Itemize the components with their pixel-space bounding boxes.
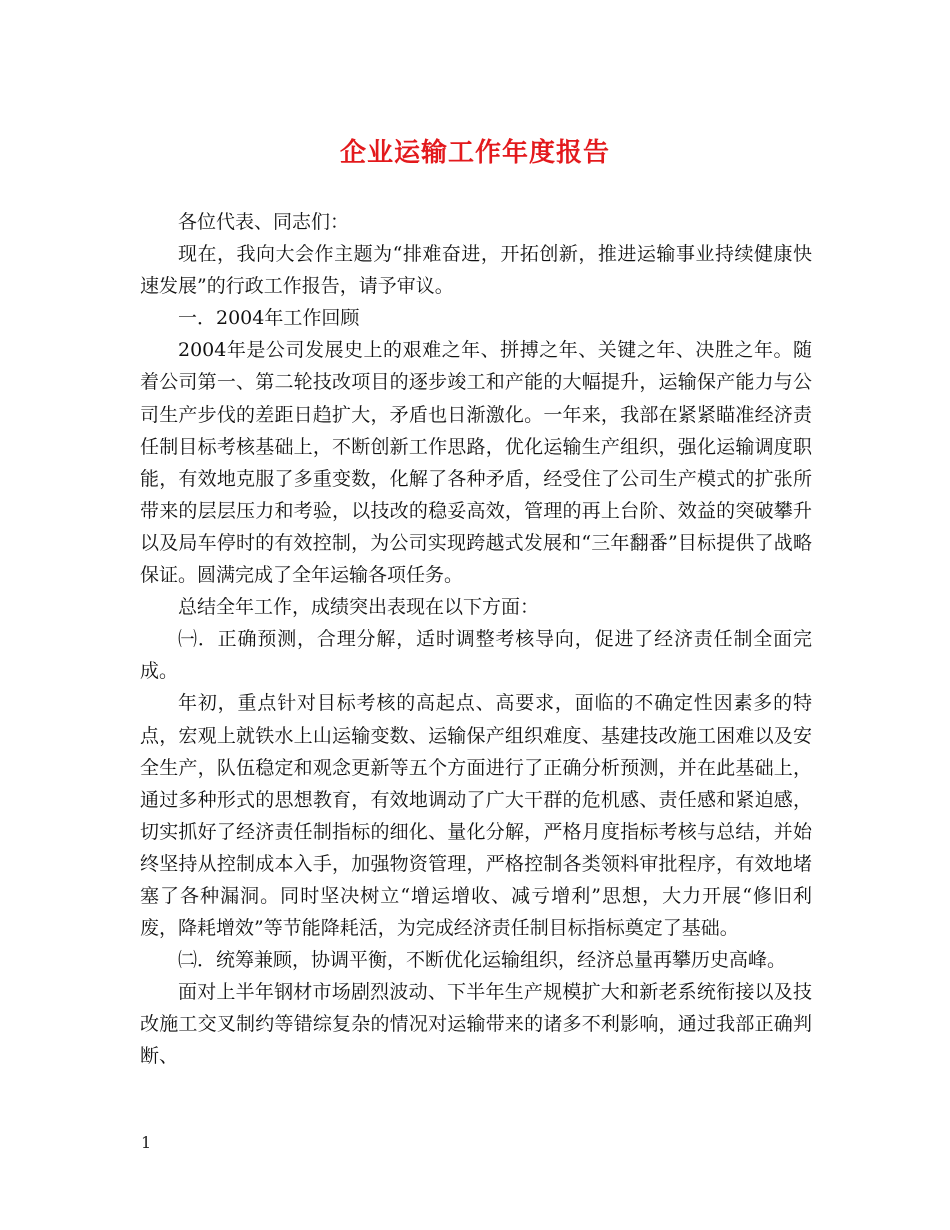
document-body — [140, 206, 812, 1073]
section-heading-review: 一．2004年工作回顾 — [178, 307, 360, 330]
subsection-2-paragraph: 面对上半年钢材市场剧烈波动、下半年生产规模扩大和新老系统衔接以及技改施工交叉制约等错综复杂的情况对运输带来的诸多不利影响，通过我部正确判断、 — [140, 981, 812, 1068]
subsection-1-paragraph: 年初，重点针对目标考核的高起点、高要求，面临的不确定性因素多的特点，宏观上就铁水上山运输变数、运输保产组织难度、基建技改施工困难以及安全生产，队伍稳定和观念更新等五个方面进行了正确分析预测，并在此基础上，通过多种形式的思想教育，有效地调动了广大干群的危机感、责任感和紧迫感，切实抓好了经济责任制指标的细化、量化分解，严格月度指标考核与总结，并始终坚持从控制成本入手，加强物资管理，严格控制各类领料审批程序，有效地堵塞了各种漏洞。同时坚决树立“增运增收、减亏增利”思想，大力开展“修旧利废，降耗增效”等节能降耗活，为完成经济责任制目标指标奠定了基础。 — [140, 692, 812, 940]
document-title: 企业运输工作年度报告 — [339, 138, 610, 168]
subsection-heading-2: ㈡．统筹兼顾，协调平衡，不断优化运输组织，经济总量再攀历史高峰。 — [178, 949, 787, 972]
intro-paragraph: 现在，我向大会作主题为“排难奋进，开拓创新，推进运输事业持续健康快速发展”的行政工作报告，请予审议。 — [140, 243, 812, 298]
salutation-paragraph: 各位代表、同志们： — [178, 211, 350, 233]
summary-lead-paragraph: 总结全年工作，成绩突出表现在以下方面： — [178, 596, 540, 619]
review-paragraph: 2004年是公司发展史上的艰难之年、拼搏之年、关键之年、决胜之年。随着公司第一、第二轮技改项目的逐步竣工和产能的大幅提升，运输保产能力与公司生产步伐的差距日趋扩大，矛盾也日渐激化。一年来，我部在紧紧瞄准经济责任制目标考核基础上，不断创新工作思路，优化运输生产组织，强化运输调度职能，有效地克服了多重变数，化解了各种矛盾，经受住了公司生产模式的扩张所带来的层层压力和考验，以技改的稳妥高效，管理的再上台阶、效益的突破攀升以及局车停时的有效控制，为公司实现跨越式发展和“三年翻番”目标提供了战略保证。圆满完成了全年运输各项任务。 — [140, 339, 812, 587]
page-number: 1 — [141, 1133, 152, 1152]
subsection-heading-1: ㈠．正确预测，合理分解，适时调整考核导向，促进了经济责任制全面完成。 — [140, 628, 812, 683]
